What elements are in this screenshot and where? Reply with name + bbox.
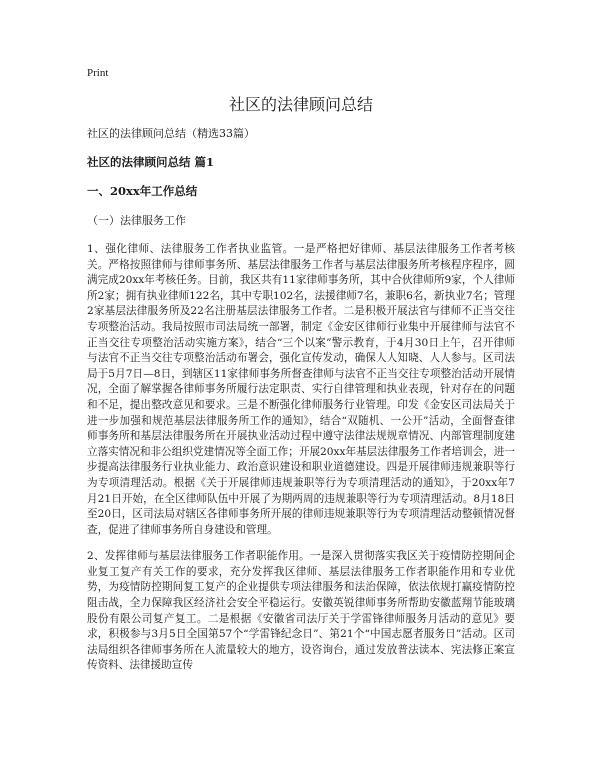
body-paragraph-1: 1、强化律师、法律服务工作者执业监管。一是严格把好律师、基层法律服务工作者考核关。严格按照律师与律师事务所、基层法律服务工作者与基层法律服务所考核程序程序，圆满完成20xx年考核任务。目前，我区共有11家律师事务所，其中合伙律师所9家，个人律师所2家；拥有执业律师122名，其中专职102名，法援律师7名，兼职6名，新执业7名；管理2家基层法律服务所及22名注册基层法律服务工作者。二是积极开展法官与律师不正当交往专项整治活动。我局按照市司法局统一部署，制定《金安区律师行业集中开展律师与法官不正当交往专项整治活动实施方案》，结合“三个以案”警示教育，于4月30日上午，召开律师与法官不正当交往专项整治活动布署会，强化宣传发动，确保人人知晓、人人参与。区司法局于5月7日—8日，到辖区11家律师事务所督查律师与法官不正当交往专项整治活动开展情况，全面了解掌握各律师事务所履行法定职责、实行自律管理和执业表现，针对存在的问题和不足，提出整改意见和要求。三是不断强化律师服务行业管理。印发《金安区司法局关于进一步加强和规范基层法律服务所工作的通知》，结合“双随机、一公开”活动，全面督查律师事务所和基层法律服务所在开展执业活动过程中遵守法律法规规章情况、内部管理制度建立落实情况和非公组织党建情况等全面工作；开展20xx年基层法律服务工作者培训会，进一步提高法律服务行业执业能力、政治意识建设和职业道德建设。四是开展律师违规兼职等行为专项清理活动。根据《关于开展律师违规兼职等行为专项清理活动的通知》，于20xx年7月21日开始，在全区律师队伍中开展了为期两周的违规兼职等行为专项清理活动。8月18日至20日，区司法局对辖区各律师事务所开展的律师违规兼职等行为专项清理活动整顿情况督查，促进了律师事务所自身建设和管理。	[87, 243, 515, 536]
section-heading: 社区的法律顾问总结 篇1	[87, 155, 215, 169]
page-title: 社区的法律顾问总结	[228, 95, 373, 114]
sub-heading: （一）法律服务工作	[87, 214, 186, 227]
document-subtitle: 社区的法律顾问总结（精选33篇）	[87, 127, 255, 140]
body-paragraph-2: 2、发挥律师与基层法律服务工作者职能作用。一是深入贯彻落实我区关于疫情防控期间企业复工复产有关工作的要求，充分发挥我区律师、基层法律服务工作者职能作用和专业优势，为疫情防控期间复工复产的企业提供专项法律服务和法治保障，依法依规打赢疫情防控阻击战，全力保障我区经济社会安全平稳运行。安徽英锐律师事务所帮助安徽蓝翔节能玻璃股份有限公司复产复工。二是根据《安徽省司法厅关于学雷锋律师服务月活动的意见》要求，积极参与3月5日全国第57个“学雷锋纪念日”、第21个“中国志愿者服务日”活动。区司法局组织各律师事务所在人流量较大的地方，设咨询台，通过发放普法读本、宪法修正案宣传资料、法律援助宣传	[87, 550, 515, 672]
part-heading: 一、20xx年工作总结	[87, 184, 198, 198]
print-label: Print	[87, 67, 109, 79]
document-page	[87, 66, 515, 685]
